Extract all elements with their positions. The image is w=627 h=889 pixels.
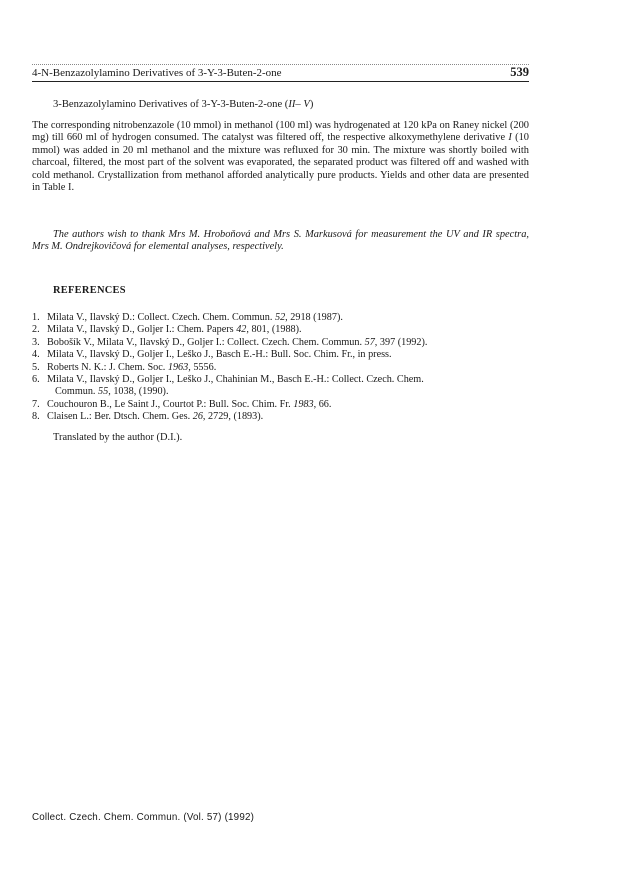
header-top-rule (32, 64, 529, 65)
reference-item: 7. Couchouron B., Le Saint J., Courtot P.: Bull. Soc. Chim. Fr. 1983, 66. (32, 398, 332, 410)
reference-item: 3. Bobošík V., Milata V., Ilavský D., Goljer I.: Collect. Czech. Chem. Commun. 57, 397 (1992). (32, 336, 428, 348)
reference-item: 2. Milata V., Ilavský D., Goljer I.: Chem. Papers 42, 801, (1988). (32, 324, 302, 336)
reference-continuation: Commun. 55, 1038, (1990). (55, 386, 169, 398)
experimental-paragraph: The corresponding nitrobenzazole (10 mmol) in methanol (100 ml) was hydrogenated at 120 kPa on Raney nickel (200 mg) till 660 ml of hydrogen consumed. The catalyst was filtered off, the respective alkoxymethylene derivative I (10 mmol) was added in 20 ml methanol and the mixture was refluxed for 30 min. The mixture was shortly boiled with charcoal, filtered, the most part of the solvent was evaporated, the separated product was filtered off and washed with cold methanol. Crystallization from methanol afforded analytically pure products. Yields and other data are presented in Table I. (32, 120, 529, 194)
references-list (32, 312, 532, 424)
header-rule (32, 81, 529, 82)
reference-item: 8. Claisen L.: Ber. Dtsch. Chem. Ges. 26, 2729, (1893). (32, 411, 264, 423)
reference-item: 6. Milata V., Ilavský D., Goljer I., Leško J., Chahinian M., Basch E.-H.: Collect. Czech. Chem. Commun. 55, 1038, (1990). (32, 374, 532, 399)
acknowledgement-paragraph: The authors wish to thank Mrs M. Hroboňová and Mrs S. Markusová for measurement the UV and IR spectra, Mrs M. Ondrejkovičová for elemental analyses, respectively. (32, 229, 529, 253)
journal-footer: Collect. Czech. Chem. Commun. (Vol. 57) (1992) (32, 812, 255, 823)
reference-item: 1. Milata V., Ilavský D.: Collect. Czech. Chem. Commun. 52, 2918 (1987). (32, 312, 343, 323)
page-number: 539 (510, 65, 529, 79)
reference-item: 4. Milata V., Ilavský D., Goljer I., Leško J., Basch E.-H.: Bull. Soc. Chim. Fr., in press. (32, 349, 392, 361)
running-header (32, 64, 529, 84)
reference-item: 5. Roberts N. K.: J. Chem. Soc. 1963, 5556. (32, 361, 217, 373)
translator-note: Translated by the author (D.I.). (53, 432, 183, 443)
references-heading: REFERENCES (53, 285, 126, 296)
section-heading: 3-Benzazolylamino Derivatives of 3-Y-3-Buten-2-one (II– V) (53, 99, 314, 110)
running-title: 4-N-Benzazolylamino Derivatives of 3-Y-3-Buten-2-one (32, 67, 282, 79)
